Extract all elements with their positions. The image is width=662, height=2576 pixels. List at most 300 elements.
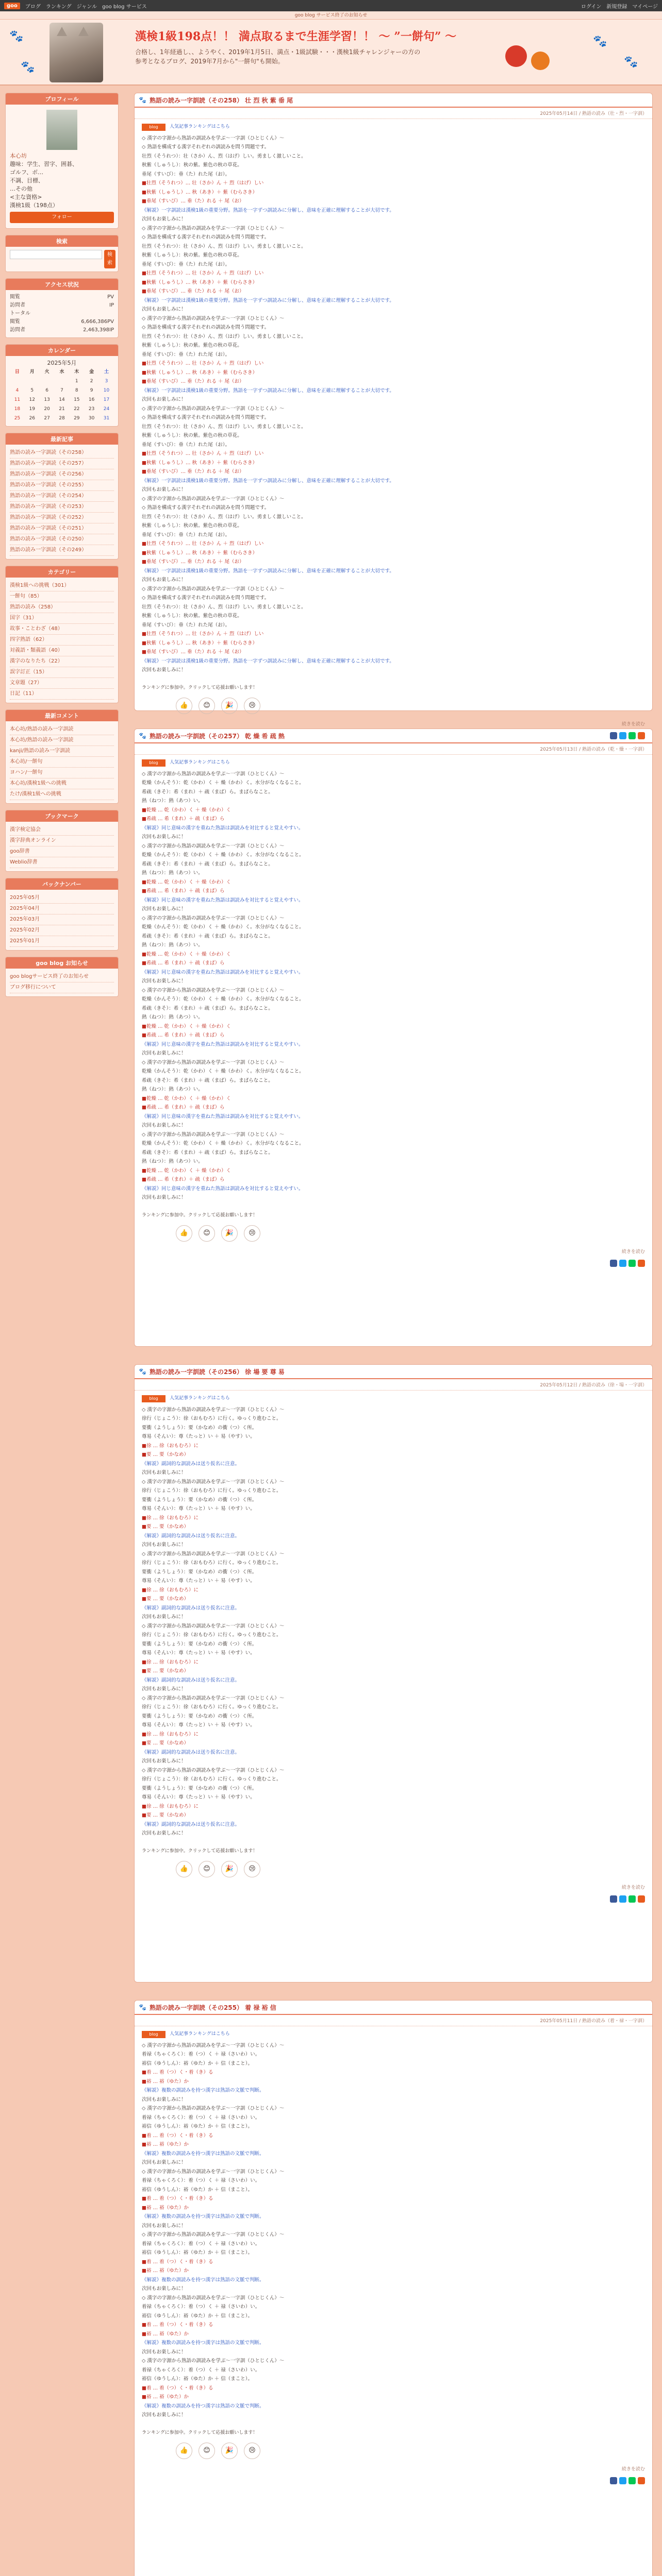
calendar-day[interactable]: 30 xyxy=(88,416,95,421)
post-line: 《解説》副詞的な訓読みは送り仮名に注意。 xyxy=(142,1821,240,1827)
post-line: 熱（ねつ）：熱（あつ）い。 xyxy=(142,1087,203,1092)
reaction-icons xyxy=(135,694,652,717)
backnumber-link[interactable]: 2025年02月 xyxy=(10,925,114,936)
post-line: 次回もお楽しみに！ xyxy=(142,2412,186,2418)
post-line: 次回もお楽しみに！ xyxy=(142,1470,186,1476)
recent-post-link[interactable]: 熟語の読み一字訓読（その252） xyxy=(10,513,114,523)
post-line: ◇ 熟語を構成する漢字それぞれの訓読みを問う問題です。 xyxy=(142,234,270,240)
post-line: 《解説》一字訓読は漢検1級の重要分野。熟語を一字ずつ訓読みに分解し、意味を正確に理解することが大切です。 xyxy=(142,658,394,664)
post-line: 次回もお楽しみに！ xyxy=(142,2286,186,2292)
calendar-day[interactable]: 17 xyxy=(103,397,110,402)
bookmark-link[interactable]: goo辞書 xyxy=(10,846,114,857)
reaction-icon[interactable]: 😊 xyxy=(198,1225,215,1242)
post-line: 垂尾（すいび）：垂（た）れた尾（お）。 xyxy=(142,171,230,177)
post-line: 熱（ねつ）：熱（あつ）い。 xyxy=(142,942,203,948)
share-icon[interactable] xyxy=(628,1260,636,1267)
category-link[interactable]: 日記（11） xyxy=(10,689,114,700)
search-button[interactable]: 検索 xyxy=(104,250,115,268)
reaction-icon[interactable]: 👍 xyxy=(176,2443,192,2459)
post-line: ■徐 … 徐（おもむろ）に xyxy=(142,1443,199,1449)
signup-link[interactable]: 新規登録 xyxy=(606,4,627,10)
more-link[interactable]: 続きを読む xyxy=(621,721,645,727)
recent-post-link[interactable]: 熟語の読み一字訓読（その257） xyxy=(10,459,114,469)
goo-notice-widget xyxy=(5,957,119,997)
reaction-icons xyxy=(135,1222,652,1245)
access-title: アクセス状況 xyxy=(6,279,118,290)
share-icon[interactable] xyxy=(628,1895,636,1903)
calendar-day[interactable]: 24 xyxy=(103,406,110,412)
post-line: ■壮烈（そうれつ）… 壮（さか）ん ＋ 烈（はげ）しい xyxy=(142,451,264,456)
post-line: 秋紫（しゅうし）：秋の紫。紫色の秋の草花。 xyxy=(142,523,242,529)
topbar-link-service[interactable]: goo blog サービス xyxy=(102,4,147,10)
post-line: 次回もお楽しみに！ xyxy=(142,1195,186,1200)
backnumber-link[interactable]: 2025年04月 xyxy=(10,904,114,914)
post-line: ◇ 漢字の字源から熟語の訓読みを学ぶ〜一字訓（ひとじくん）〜 xyxy=(142,2358,285,2364)
main-content xyxy=(122,86,662,2576)
calendar-day xyxy=(25,377,40,386)
post-line: 《解説》同じ意味の漢字を重ねた熟語は訓読みを対比すると覚えやすい。 xyxy=(142,1041,304,1047)
share-icon[interactable] xyxy=(638,1895,645,1903)
reaction-icon[interactable]: 🎉 xyxy=(221,698,238,714)
post-line: 要衝（ようしょう）：要（かなめ）の衝（つ）く所。 xyxy=(142,1425,257,1431)
post-line: ■着 … 着（つ）く・着（き）る xyxy=(142,2385,213,2391)
post-line: ■要 … 要（かなめ） xyxy=(142,1524,189,1530)
weekday: 土 xyxy=(104,369,109,375)
bookmarks-widget xyxy=(5,810,119,872)
post-line: ■希疏 … 希（まれ）＋ 疏（まば）ら xyxy=(142,888,225,894)
post-line: ■着 … 着（つ）く・着（き）る xyxy=(142,2259,213,2265)
post-line: 《解説》副詞的な訓読みは送り仮名に注意。 xyxy=(142,1749,240,1755)
ranking-logo[interactable]: blog xyxy=(142,1395,166,1402)
post-line: 次回もお楽しみに！ xyxy=(142,1123,186,1128)
category-link[interactable]: 対義語・類義語（40） xyxy=(10,646,114,656)
blog-post xyxy=(134,728,653,1347)
reaction-icon[interactable]: 👍 xyxy=(176,1225,192,1242)
post-line: ◇ 漢字の字源から熟語の訓読みを学ぶ〜一字訓（ひとじくん）〜 xyxy=(142,2295,285,2301)
topbar-link-blog[interactable]: ブログ xyxy=(25,4,41,10)
post-line: 《解説》複数の訓読みを持つ漢字は熟語の文脈で判断。 xyxy=(142,2277,264,2283)
post-header xyxy=(135,729,652,743)
recent-post-link[interactable]: 熟語の読み一字訓読（その250） xyxy=(10,534,114,545)
post-line: ◇ 漢字の字源から熟語の訓読みを学ぶ〜一字訓（ひとじくん）〜 xyxy=(142,2042,285,2048)
post-line: ■乾燥 … 乾（かわ）く ＋ 燥（かわ）く xyxy=(142,1023,231,1029)
profile-image[interactable] xyxy=(46,110,77,150)
service-notice[interactable]: goo blog サービス終了のお知らせ xyxy=(0,11,662,20)
post-title[interactable]: 熟語の読み一字訓読（その257） 乾 燥 希 疏 熱 xyxy=(149,732,285,740)
goo-logo[interactable]: goo xyxy=(4,3,20,9)
reaction-icon[interactable]: 😊 xyxy=(198,1861,215,1877)
post-line: ◇ 漢字の字源から熟語の訓読みを学ぶ〜一字訓（ひとじくん）〜 xyxy=(142,987,285,993)
share-icon[interactable] xyxy=(619,1260,626,1267)
post-line: ■乾燥 … 乾（かわ）く ＋ 燥（かわ）く xyxy=(142,951,231,957)
recent-post-link[interactable]: 熟語の読み一字訓読（その256） xyxy=(10,469,114,480)
reaction-icon[interactable]: 😢 xyxy=(244,1861,260,1877)
post-body xyxy=(135,755,652,1207)
post-line: ■壮烈（そうれつ）… 壮（さか）ん ＋ 烈（はげ）しい xyxy=(142,180,264,186)
post-line: 着禄（ちゃくろく）：着（つ）く ＋ 禄（さいわ）い。 xyxy=(142,2241,260,2247)
bookmarks-title: ブックマーク xyxy=(6,810,118,822)
search-widget xyxy=(5,235,119,272)
post-line: 尊易（そんい）：尊（たっと）い ＋ 易（やす）い。 xyxy=(142,1578,255,1584)
ranking-link[interactable]: 人気記事ランキングはこちら xyxy=(170,760,230,765)
yarn-ball-icon xyxy=(531,52,550,70)
post-line: ■着 … 着（つ）く・着（き）る xyxy=(142,2070,213,2075)
stat-value: 2,463,398IP xyxy=(83,327,114,333)
category-link[interactable]: 四字熟語（62） xyxy=(10,635,114,646)
post-line: ■着 … 着（つ）く・着（き）る xyxy=(142,2196,213,2201)
paw-icon: 🐾 xyxy=(624,56,638,69)
weekday: 金 xyxy=(89,369,94,375)
post-line: 次回もお楽しみに！ xyxy=(142,397,186,402)
calendar-day[interactable]: 4 xyxy=(15,388,19,393)
comment-link[interactable]: たけ/漢検1級への挑戦 xyxy=(10,789,114,800)
stat-label: 訪問者 xyxy=(10,302,25,308)
calendar-day[interactable]: 27 xyxy=(44,416,50,421)
share-buttons xyxy=(135,1893,652,1905)
post-line: 裕信（ゆうしん）：裕（ゆた）か ＋ 信（まこと）。 xyxy=(142,2250,253,2256)
category-link[interactable]: 熟語の読み（258） xyxy=(10,602,114,613)
ranking-link[interactable]: 人気記事ランキングはこちら xyxy=(170,124,230,129)
calendar-day[interactable]: 13 xyxy=(44,397,50,402)
profile-info-line: 不調、目標、 xyxy=(10,177,44,184)
share-icon[interactable] xyxy=(628,732,636,739)
post-line: ◇ 漢字の字源から熟語の訓読みを学ぶ〜一字訓（ひとじくん）〜 xyxy=(142,915,285,921)
ranking-link[interactable]: 人気記事ランキングはこちら xyxy=(170,2031,230,2037)
post-line: 《解説》複数の訓読みを持つ漢字は熟語の文脈で判断。 xyxy=(142,2403,264,2409)
recent-post-link[interactable]: 熟語の読み一字訓読（その258） xyxy=(10,448,114,459)
post-line: 尊易（そんい）：尊（たっと）い ＋ 易（やす）い。 xyxy=(142,1650,255,1656)
post-line: 次回もお楽しみに！ xyxy=(142,2160,186,2165)
profile-name[interactable]: 本心坊 xyxy=(10,152,27,159)
calendar-day xyxy=(10,377,25,386)
goo-notice-link[interactable]: ブログ移行について xyxy=(10,982,114,993)
reaction-icon[interactable]: 🎉 xyxy=(221,1861,238,1877)
post-title[interactable]: 熟語の読み一字訓読（その258） 壮 烈 秋 紫 垂 尾 xyxy=(149,96,293,104)
share-icon[interactable] xyxy=(638,1260,645,1267)
category-link[interactable]: 一餅句（85） xyxy=(10,591,114,602)
post-line: ■徐 … 徐（おもむろ）に xyxy=(142,1587,199,1593)
post-line: 尊易（そんい）：尊（たっと）い ＋ 易（やす）い。 xyxy=(142,1434,255,1439)
backnumber-link[interactable]: 2025年01月 xyxy=(10,936,114,947)
post-date: 2025年05月11日 / 熟語の読み（着・禄・一字訓） xyxy=(135,2015,652,2026)
share-icon[interactable] xyxy=(610,2477,617,2484)
post-line: 徐行（じょこう）：徐（おもむろ）に行く。ゆっくり進むこと。 xyxy=(142,1776,282,1782)
bookmark-link[interactable]: Weblio辞書 xyxy=(10,857,114,868)
post-line: 希疏（きそ）：希（まれ）＋ 疏（まば）ら。まばらなこと。 xyxy=(142,1077,273,1083)
post-line: 《解説》複数の訓読みを持つ漢字は熟語の文脈で判断。 xyxy=(142,2214,264,2219)
topbar-link-genre[interactable]: ジャンル xyxy=(76,4,97,10)
search-input[interactable] xyxy=(10,250,102,259)
calendar-day[interactable]: 16 xyxy=(88,397,95,402)
share-icon[interactable] xyxy=(628,2477,636,2484)
post-title[interactable]: 熟語の読み一字訓読（その255） 着 禄 裕 信 xyxy=(149,2004,276,2011)
ranking-banner xyxy=(142,123,645,131)
weekday: 火 xyxy=(44,369,49,375)
calendar-day[interactable]: 8 xyxy=(75,388,78,393)
post-line: 尊易（そんい）：尊（たっと）い ＋ 易（やす）い。 xyxy=(142,1506,255,1512)
comment-link[interactable]: 本心坊/漢検1級への挑戦 xyxy=(10,778,114,789)
post-line: ◇ 漢字の字源から熟語の訓読みを学ぶ〜一字訓（ひとじくん）〜 xyxy=(142,496,285,502)
post-line: ■垂尾（すいび）… 垂（た）れる ＋ 尾（お） xyxy=(142,198,244,204)
calendar-table xyxy=(10,367,114,423)
more-link[interactable]: 続きを読む xyxy=(621,1885,645,1890)
post-line: 《解説》同じ意味の漢字を重ねた熟語は訓読みを対比すると覚えやすい。 xyxy=(142,969,304,975)
post-line: ◇ 漢字の字源から熟語の訓読みを学ぶ〜一字訓（ひとじくん）〜 xyxy=(142,1551,285,1557)
calendar-day[interactable]: 29 xyxy=(74,416,80,421)
share-buttons xyxy=(135,2475,652,2486)
post-line: 《解説》複数の訓読みを持つ漢字は熟語の文脈で判断。 xyxy=(142,2088,264,2093)
recent-post-link[interactable]: 熟語の読み一字訓読（その255） xyxy=(10,480,114,491)
calendar-title: カレンダー xyxy=(6,345,118,356)
post-line: ■裕 … 裕（ゆた）か xyxy=(142,2142,189,2147)
stat-value: IP xyxy=(109,302,114,308)
post-line: 尊易（そんい）：尊（たっと）い ＋ 易（やす）い。 xyxy=(142,1722,255,1728)
calendar-day[interactable]: 9 xyxy=(90,388,93,393)
reaction-icon[interactable]: 😢 xyxy=(244,2443,260,2459)
post-line: ◇ 漢字の字源から熟語の訓読みを学ぶ〜一字訓（ひとじくん）〜 xyxy=(142,843,285,849)
category-link[interactable]: 漢字のなりたち（22） xyxy=(10,656,114,667)
share-icon[interactable] xyxy=(610,1895,617,1903)
post-line: 《解説》一字訓読は漢検1級の重要分野。熟語を一字ずつ訓読みに分解し、意味を正確に理解することが大切です。 xyxy=(142,568,394,574)
calendar-day[interactable]: 2 xyxy=(90,379,93,384)
post-body xyxy=(135,2026,652,2425)
post-line: ◇ 漢字の字源から熟語の訓読みを学ぶ〜一字訓（ひとじくん）〜 xyxy=(142,405,285,412)
mypage-link[interactable]: マイページ xyxy=(632,4,658,10)
recent-post-link[interactable]: 熟語の読み一字訓読（その249） xyxy=(10,545,114,556)
calendar-day[interactable]: 19 xyxy=(29,406,35,412)
reaction-icon[interactable]: 🎉 xyxy=(221,1225,238,1242)
share-icon[interactable] xyxy=(610,732,617,739)
blog-title[interactable]: 漢検1級198点！！ 満点取るまで生涯学習！！ ～ ”一餅句” ～ xyxy=(135,30,457,43)
ranking-logo[interactable]: blog xyxy=(142,124,166,131)
post-line: ■裕 … 裕（ゆた）か xyxy=(142,2268,189,2274)
post-line: 着禄（ちゃくろく）：着（つ）く ＋ 禄（さいわ）い。 xyxy=(142,2178,260,2183)
post-line: ◇ 熟語を構成する漢字それぞれの訓読みを問う問題です。 xyxy=(142,595,270,601)
sidebar xyxy=(0,86,122,2576)
topbar-link-ranking[interactable]: ランキング xyxy=(45,4,72,10)
post-line: ■裕 … 裕（ゆた）か xyxy=(142,2331,189,2337)
post-line: 次回もお楽しみに！ xyxy=(142,1614,186,1620)
post-line: 次回もお楽しみに！ xyxy=(142,906,186,912)
post-line: ■秋紫（しゅうし）… 秋（あき）＋ 紫（むらさき） xyxy=(142,550,258,556)
calendar-day[interactable]: 28 xyxy=(59,416,65,421)
comment-link[interactable]: ヨハン/一餅句 xyxy=(10,768,114,778)
categories-widget xyxy=(5,566,119,703)
ranking-logo[interactable]: blog xyxy=(142,2031,166,2038)
calendar-day[interactable]: 26 xyxy=(29,416,35,421)
access-widget xyxy=(5,278,119,338)
post-line: 次回もお楽しみに！ xyxy=(142,834,186,840)
backnumber-link[interactable]: 2025年03月 xyxy=(10,914,114,925)
post-line: 《解説》複数の訓読みを持つ漢字は熟語の文脈で判断。 xyxy=(142,2340,264,2346)
post-line: ■壮烈（そうれつ）… 壮（さか）ん ＋ 烈（はげ）しい xyxy=(142,361,264,366)
post-line: ■垂尾（すいび）… 垂（た）れる ＋ 尾（お） xyxy=(142,649,244,655)
ranking-banner xyxy=(142,2030,645,2039)
calendar-day[interactable]: 10 xyxy=(103,388,110,393)
post-title[interactable]: 熟語の読み一字訓読（その256） 徐 場 要 尊 易 xyxy=(149,1368,285,1376)
calendar-day[interactable]: 3 xyxy=(105,379,108,384)
recent-post-link[interactable]: 熟語の読み一字訓読（その254） xyxy=(10,491,114,502)
calendar-day[interactable]: 21 xyxy=(59,406,65,412)
paw-icon: 🐾 xyxy=(139,96,146,104)
post-line: 要衝（ようしょう）：要（かなめ）の衝（つ）く所。 xyxy=(142,1497,257,1503)
share-icon[interactable] xyxy=(619,732,626,739)
calendar-day[interactable]: 15 xyxy=(74,397,80,402)
blog-header xyxy=(0,20,662,86)
calendar-day[interactable]: 6 xyxy=(45,388,48,393)
post-line: ■垂尾（すいび）… 垂（た）れる ＋ 尾（お） xyxy=(142,379,244,384)
reaction-icon[interactable]: 😊 xyxy=(198,2443,215,2459)
post-line: 熱（ねつ）：熱（あつ）い。 xyxy=(142,1159,203,1164)
stat-label: 閲覧 xyxy=(10,319,20,325)
post-line: 秋紫（しゅうし）：秋の紫。紫色の秋の草花。 xyxy=(142,252,242,258)
post-line: ■秋紫（しゅうし）… 秋（あき）＋ 紫（むらさき） xyxy=(142,640,258,646)
post-line: 徐行（じょこう）：徐（おもむろ）に行く。ゆっくり進むこと。 xyxy=(142,1488,282,1494)
post-line: ◇ 漢字の字源から熟語の訓読みを学ぶ〜一字訓（ひとじくん）〜 xyxy=(142,586,285,592)
calendar-day[interactable]: 7 xyxy=(60,388,63,393)
goo-notice-link[interactable]: goo blogサービス終了のお知らせ xyxy=(10,972,114,982)
comments-title: 最新コメント xyxy=(6,710,118,721)
calendar-day[interactable]: 18 xyxy=(14,406,21,412)
post-line: ◇ 熟語を構成する漢字それぞれの訓読みを問う問題です。 xyxy=(142,415,270,420)
calendar-day[interactable]: 25 xyxy=(14,416,21,421)
post-line: 着禄（ちゃくろく）：着（つ）く ＋ 禄（さいわ）い。 xyxy=(142,2052,260,2057)
blog-post xyxy=(134,1364,653,1982)
post-line: ■乾燥 … 乾（かわ）く ＋ 燥（かわ）く xyxy=(142,1167,231,1174)
post-line: ■希疏 … 希（まれ）＋ 疏（まば）ら xyxy=(142,960,225,966)
post-line: 裕信（ゆうしん）：裕（ゆた）か ＋ 信（まこと）。 xyxy=(142,2376,253,2382)
calendar-day[interactable]: 12 xyxy=(29,397,35,402)
post-line: 希疏（きそ）：希（まれ）＋ 疏（まば）ら。まばらなこと。 xyxy=(142,1005,273,1011)
post-line: ◇ 熟語を構成する漢字それぞれの訓読みを問う問題です。 xyxy=(142,505,270,511)
search-title: 検索 xyxy=(6,235,118,247)
reaction-icons xyxy=(135,2439,652,2462)
post-line: 垂尾（すいび）：垂（た）れた尾（お）。 xyxy=(142,351,230,358)
category-link[interactable]: 漢検1級への挑戦（301） xyxy=(10,581,114,591)
profile-info-line: <主な資格> xyxy=(10,194,42,200)
post-line: 要衝（ようしょう）：要（かなめ）の衝（つ）く所。 xyxy=(142,1713,257,1719)
share-icon[interactable] xyxy=(638,732,645,739)
post-line: 次回もお楽しみに！ xyxy=(142,2223,186,2229)
bookmark-link[interactable]: 漢字検定協会 xyxy=(10,825,114,836)
post-line: ■秋紫（しゅうし）… 秋（あき）＋ 紫（むらさき） xyxy=(142,369,258,376)
post-line: ◇ 漢字の字源から熟語の訓読みを学ぶ〜一字訓（ひとじくん）〜 xyxy=(142,1695,285,1701)
bookmark-link[interactable]: 漢字辞典オンライン xyxy=(10,836,114,846)
post-line: 乾燥（かんそう）：乾（かわ）く ＋ 燥（かわ）く。水分がなくなること。 xyxy=(142,1069,304,1074)
share-icon[interactable] xyxy=(619,1895,626,1903)
category-link[interactable]: 故事・ことわざ（48） xyxy=(10,624,114,635)
paw-icon: 🐾 xyxy=(21,61,35,74)
category-link[interactable]: 国字（31） xyxy=(10,613,114,624)
reaction-icon[interactable]: 👍 xyxy=(176,698,192,714)
post-line: 次回もお楽しみに！ xyxy=(142,487,186,493)
ranking-link[interactable]: 人気記事ランキングはこちら xyxy=(170,1396,230,1401)
post-line: 裕信（ゆうしん）：裕（ゆた）か ＋ 信（まこと）。 xyxy=(142,2187,253,2193)
comment-link[interactable]: 本心坊/一餅句 xyxy=(10,757,114,768)
post-line: 希疏（きそ）：希（まれ）＋ 疏（まば）ら。まばらなこと。 xyxy=(142,789,273,795)
share-icon[interactable] xyxy=(610,1260,617,1267)
calendar-day[interactable]: 31 xyxy=(103,416,110,421)
post-line: 秋紫（しゅうし）：秋の紫。紫色の秋の草花。 xyxy=(142,343,242,348)
more-link[interactable]: 続きを読む xyxy=(621,1249,645,1255)
post-header xyxy=(135,1365,652,1379)
post-line: ■垂尾（すいび）… 垂（た）れる ＋ 尾（お） xyxy=(142,559,244,565)
post-line: 裕信（ゆうしん）：裕（ゆた）か ＋ 信（まこと）。 xyxy=(142,2060,253,2066)
ranking-logo[interactable]: blog xyxy=(142,759,166,767)
stat-value: 6,666,386PV xyxy=(81,319,114,325)
calendar-day[interactable]: 11 xyxy=(14,397,21,402)
reaction-icon[interactable]: 🎉 xyxy=(221,2443,238,2459)
post-line: ■垂尾（すいび）… 垂（た）れる ＋ 尾（お） xyxy=(142,469,244,474)
calendar-day[interactable]: 23 xyxy=(88,406,95,412)
calendar-day[interactable]: 22 xyxy=(74,406,80,412)
recent-post-link[interactable]: 熟語の読み一字訓読（その253） xyxy=(10,502,114,513)
ranking-text: ランキングに参加中。クリックして応援お願いします！ xyxy=(142,1212,258,1218)
post-line: 《解説》一字訓読は漢検1級の重要分野。熟語を一字ずつ訓読みに分解し、意味を正確に理解することが大切です。 xyxy=(142,387,394,394)
post-line: 《解説》同じ意味の漢字を重ねた熟語は訓読みを対比すると覚えやすい。 xyxy=(142,897,304,903)
post-line: ◇ 漢字の字源から熟語の訓読みを学ぶ〜一字訓（ひとじくん）〜 xyxy=(142,1131,285,1138)
comment-link[interactable]: kanji/熟語の読み一字訓読 xyxy=(10,746,114,757)
weekday: 水 xyxy=(59,369,64,375)
post-header xyxy=(135,93,652,108)
share-icon[interactable] xyxy=(638,2477,645,2484)
reaction-icon[interactable]: 👍 xyxy=(176,1861,192,1877)
blog-post xyxy=(134,2000,653,2576)
post-line: 《解説》一字訓読は漢検1級の重要分野。熟語を一字ずつ訓読みに分解し、意味を正確に理解することが大切です。 xyxy=(142,478,394,484)
comment-link[interactable]: 本心坊/熟語の読み一字訓読 xyxy=(10,735,114,746)
weekday: 日 xyxy=(14,369,20,375)
calendar-day xyxy=(40,377,55,386)
calendar-day[interactable]: 20 xyxy=(44,406,50,412)
login-link[interactable]: ログイン xyxy=(581,4,602,10)
reaction-icon[interactable]: 😢 xyxy=(244,1225,260,1242)
category-link[interactable]: 文章題（27） xyxy=(10,678,114,689)
more-link[interactable]: 続きを読む xyxy=(621,2466,645,2472)
reaction-icon[interactable]: 😊 xyxy=(198,698,215,714)
backnumber-widget xyxy=(5,878,119,951)
blog-post xyxy=(134,93,653,727)
post-line: 次回もお楽しみに！ xyxy=(142,1542,186,1548)
post-line: ■徐 … 徐（おもむろ）に xyxy=(142,1803,199,1809)
post-line: 徐行（じょこう）：徐（おもむろ）に行く。ゆっくり進むこと。 xyxy=(142,1560,282,1566)
calendar-day[interactable]: 14 xyxy=(59,397,65,402)
post-line: 着禄（ちゃくろく）：着（つ）く ＋ 禄（さいわ）い。 xyxy=(142,2114,260,2121)
blog-description: 合格し、1年経過し、、ようやく、2019年1月5日、満点・1級試験・・・漢検1級チャレンジャーの方の参考となるブログ、2019年7月から"一餅句"も開始。 xyxy=(135,48,421,65)
post-line: ■乾燥 … 乾（かわ）く ＋ 燥（かわ）く xyxy=(142,1095,231,1101)
post-line: 次回もお楽しみに！ xyxy=(142,577,186,583)
post-line: 垂尾（すいび）：垂（た）れた尾（お）。 xyxy=(142,532,230,538)
post-line: 秋紫（しゅうし）：秋の紫。紫色の秋の草花。 xyxy=(142,613,242,619)
backnumber-link[interactable]: 2025年05月 xyxy=(10,893,114,904)
calendar-day[interactable]: 5 xyxy=(30,388,34,393)
post-line: 要衝（ようしょう）：要（かなめ）の衝（つ）く所。 xyxy=(142,1641,257,1647)
post-line: ◇ 漢字の字源から熟語の訓読みを学ぶ〜一字訓（ひとじくん）〜 xyxy=(142,771,285,777)
calendar-day[interactable]: 1 xyxy=(75,379,78,384)
follow-button[interactable]: フォロー xyxy=(10,212,114,223)
recent-post-link[interactable]: 熟語の読み一字訓読（その251） xyxy=(10,523,114,534)
comment-link[interactable]: 本心坊/熟語の読み一字訓読 xyxy=(10,724,114,735)
post-line: ■希疏 … 希（まれ）＋ 疏（まば）ら xyxy=(142,1177,225,1182)
post-date: 2025年05月13日 / 熟語の読み（乾・燥・一字訓） xyxy=(135,743,652,755)
profile-info-line: …その他 xyxy=(10,185,32,192)
share-icon[interactable] xyxy=(619,2477,626,2484)
post-line: 乾燥（かんそう）：乾（かわ）く ＋ 燥（かわ）く。水分がなくなること。 xyxy=(142,924,304,930)
post-line: 希疏（きそ）：希（まれ）＋ 疏（まば）ら。まばらなこと。 xyxy=(142,933,273,939)
category-link[interactable]: 誤字訂正（15） xyxy=(10,667,114,678)
reaction-icon[interactable]: 😢 xyxy=(244,698,260,714)
profile-info-line: ゴルフ、ボ… xyxy=(10,169,44,176)
post-line: ■着 … 着（つ）く・着（き）る xyxy=(142,2132,213,2139)
